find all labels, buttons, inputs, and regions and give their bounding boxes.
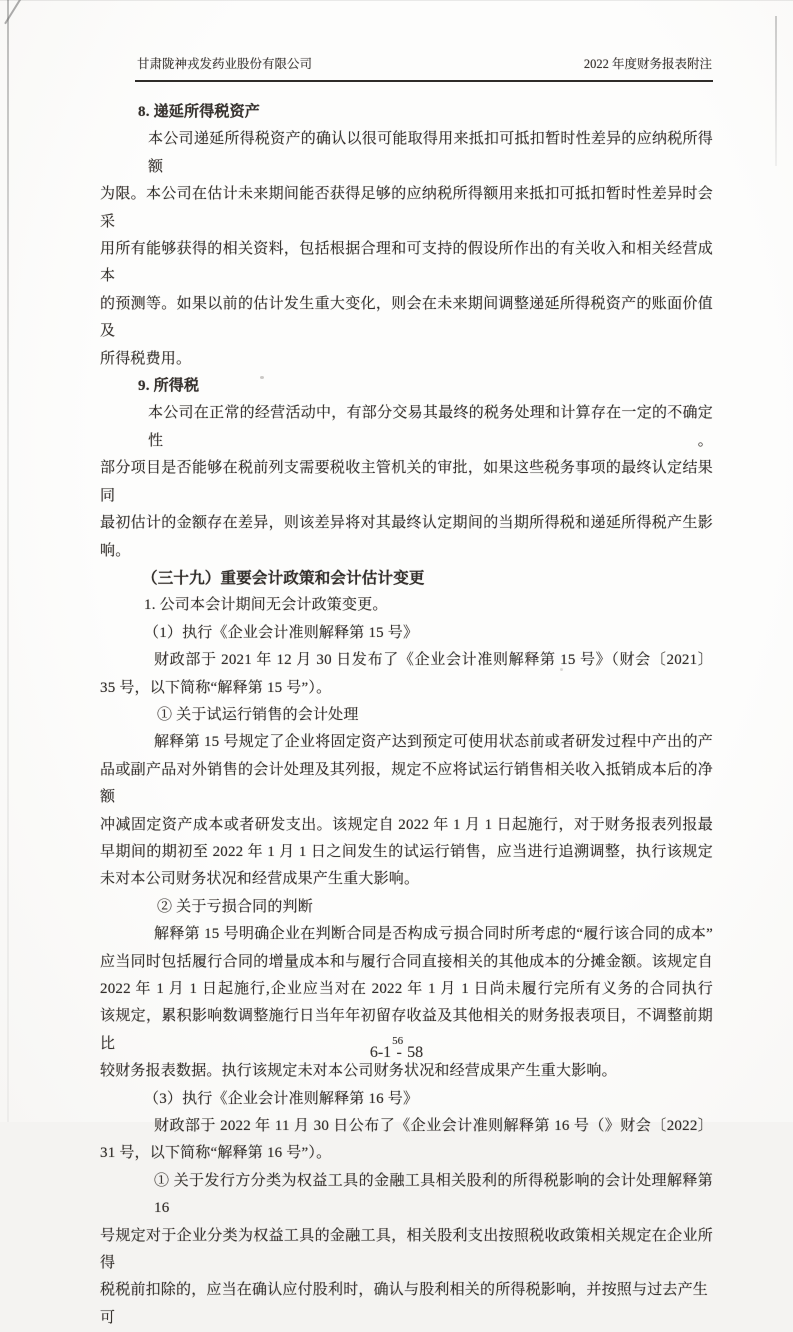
text-line: 号规定对于企业分类为权益工具的金融工具，相关股利支出按照税收政策相关规定在企业所得	[100, 1227, 713, 1272]
text-line: ① 关于试运行销售的会计处理	[157, 706, 359, 723]
page-number	[369, 1035, 424, 1061]
block-h-bold	[100, 565, 713, 592]
report-title: 2022 年度财务报表附注	[583, 57, 712, 71]
text-line: 解释第 15 号明确企业在判断合同是否构成亏损合同时所考虑的“履行该合同的成本”	[154, 926, 713, 943]
text-line: 品或副产品对外销售的会计处理及其列报，规定不应将试运行销售相关收入抵销成本后的净额	[100, 761, 713, 806]
text-line: 税税前扣除的，应当在确认应付股利时，确认与股利相关的所得税影响，并按照与过去产生可	[100, 1282, 709, 1326]
text-line: ① 关于发行方分类为权益工具的金融工具相关股利的所得税影响的会计处理解释第 16	[154, 1172, 717, 1217]
page-header	[0, 54, 793, 74]
text-line: 最初估计的金额存在差异，则该差异将对其最终认定期间的当期所得税和递延所得税产生影	[100, 515, 713, 532]
text-line: 冲减固定资产成本或者研发支出。该规定自 2022 年 1 月 1 日起施行，对于财务报表列报最	[100, 816, 713, 833]
text-line: 未对本公司财务状况和经营成果产生重大影响。	[100, 871, 420, 888]
text-line: 本公司递延所得税资产的确认以很可能取得用来抵扣可抵扣暂时性差异的应纳税所得额	[148, 131, 713, 175]
text-line: 本公司在正常的经营活动中，有部分交易其最终的税务处理和计算存在一定的不确定性。	[148, 405, 713, 449]
text-line: 财政部于 2021 年 12 月 30 日发布了《企业会计准则解释第 15 号》（财会〔2021〕	[154, 652, 713, 669]
block-h-num	[100, 373, 713, 400]
text-line: 财政部于 2022 年 11 月 30 日公布了《企业会计准则解释第 16 号（》财会〔2022〕	[154, 1118, 713, 1135]
header-rule	[135, 80, 713, 82]
block-item	[100, 1086, 713, 1113]
text-line: （3）执行《企业会计准则解释第 16 号》	[144, 1090, 419, 1107]
text-line: 应当同时包括履行合同的增量成本和与履行合同直接相关的其他成本的分摊金额。该规定自	[100, 953, 713, 970]
text-line: 1. 公司本会计期间无会计政策变更。	[144, 597, 388, 614]
text-line: 所得税费用。	[100, 350, 192, 367]
block-circle	[100, 702, 713, 729]
block-para2	[100, 647, 713, 702]
block-item	[100, 620, 713, 647]
text-line: 响。	[100, 542, 131, 559]
page-number-stack	[391, 1035, 407, 1062]
block-para2	[100, 729, 713, 893]
text-line: 解释第 15 号规定了企业将固定资产达到预定可使用状态前或者研发过程中产出的产	[154, 734, 713, 751]
scan-right-edge-artifact	[775, 16, 777, 166]
text-line: 2022 年 1 月 1 日起施行,企业应当对在 2022 年 1 月 1 日尚未履行完所有义务的合同执行	[100, 981, 713, 997]
block-para	[100, 400, 713, 564]
text-line: ② 关于亏损合同的判断	[157, 898, 313, 915]
text-line: 该规定，累积影响数调整施行日当年年初留存收益及其他相关的财务报表项目，不调整前期比	[100, 1008, 713, 1052]
block-para	[100, 126, 713, 373]
text-line: （三十九）重要会计政策和会计估计变更	[142, 569, 425, 587]
page-number-suffix: 58	[407, 1044, 424, 1061]
text-line: 9. 所得税	[138, 378, 200, 395]
scan-left-edge-artifact	[7, 0, 9, 1122]
text-line: 部分项目是否能够在税前列支需要税收主管机关的审批，如果这些税务事项的最终认定结果同	[100, 460, 713, 504]
document-body	[100, 99, 717, 1332]
company-name: 甘肃陇神戎发药业股份有限公司	[137, 57, 313, 71]
text-line: 的预测等。如果以前的估计发生重大变化，则会在未来期间调整递延所得税资产的账面价值及	[100, 295, 713, 340]
text-line: 8. 递延所得税资产	[138, 104, 261, 120]
block-circle	[100, 894, 713, 921]
text-line: （1）执行《企业会计准则解释第 15 号》	[144, 624, 419, 641]
text-line: 用所有能够获得的相关资料，包括根据合理和可支持的假设所作出的有关收入和相关经营成本	[100, 241, 713, 285]
text-line: 早期间的期初至 2022 年 1 月 1 日之间发生的试运行销售，应当进行追溯调整，执行该规定	[100, 843, 713, 860]
text-line: 较财务报表数据。执行该规定未对本公司财务状况和经营成果产生重大影响。	[100, 1063, 617, 1080]
page-number-prefix: 6-1	[369, 1044, 392, 1061]
text-line: 35 号，以下简称“解释第 15 号”）。	[100, 679, 332, 696]
text-line: 31 号，以下简称“解释第 16 号”）。	[100, 1145, 332, 1162]
block-para2	[100, 1168, 717, 1332]
page-footer	[0, 1035, 793, 1062]
block-para2	[100, 1113, 713, 1168]
block-item	[100, 592, 713, 619]
scan-top-edge-artifact	[0, 0, 793, 1]
page-number-dash: -	[396, 1044, 402, 1061]
block-h-num	[100, 99, 713, 126]
page-number-superscript: 56	[392, 1035, 404, 1047]
text-line: 为限。本公司在估计未来期间能否获得足够的应纳税所得额用来抵扣可抵扣暂时性差异时会采	[100, 186, 713, 230]
